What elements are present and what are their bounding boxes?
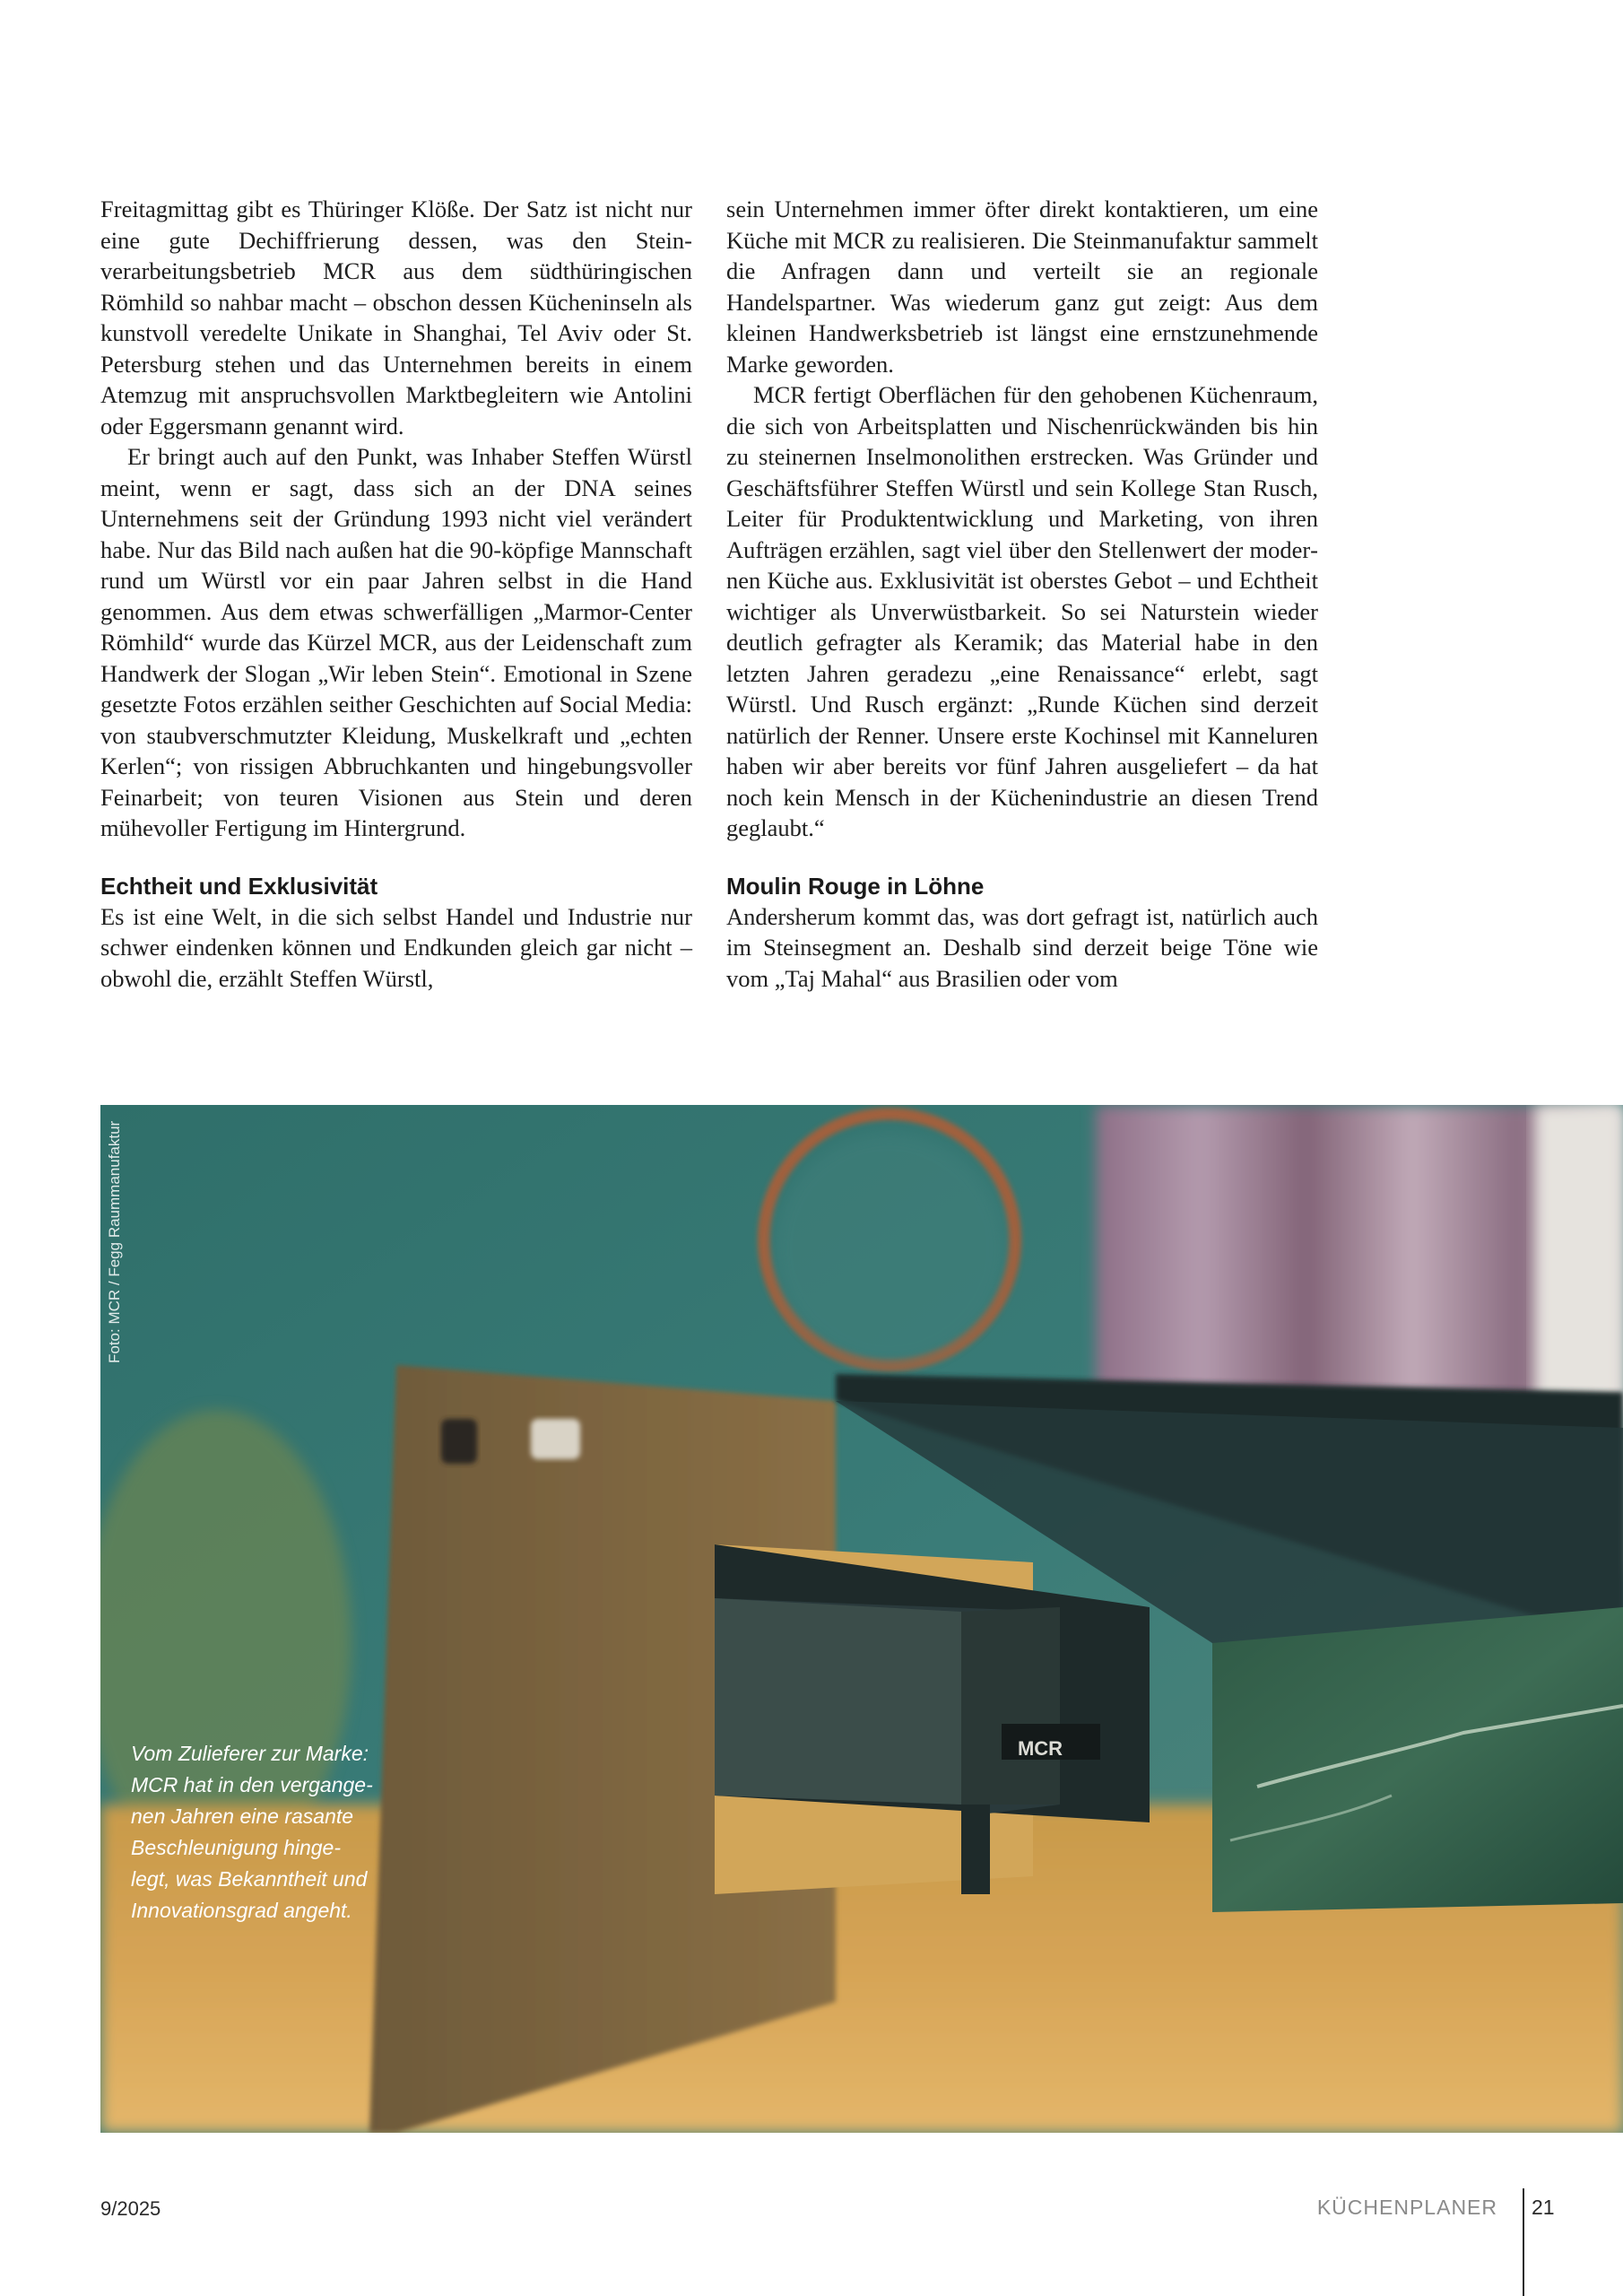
caption-line: Innovationsgrad angeht. [131,1899,352,1922]
article-paragraph: Er bringt auch auf den Punkt, was Inhaber Steffen Würstl meint, wenn er sagt, dass sich an der DNA seines Unternehmens seit der Gründung 1993 nicht viel verändert habe. Nur das Bild nach außen hat die 90-köpfige Mannschaft rund um Würstl vor ein paar Jahren selbst in die Hand genommen. Aus dem etwas schwerfälligen „Marmor-Center Römhild“ wurde das Kürzel MCR, aus der Leidenschaft zum Handwerk der Slogan „Wir leben Stein“. Emotional in Szene gesetzte Fotos erzählen seither Geschichten auf Social Media: von staubverschmutzter Kleidung, Muskelkraft und „echten Kerlen“; von rissigen Abbruchkanten und hingebungsvoller Feinarbeit; von teuren Visionen aus Stein und deren mühevoller Fertigung im Hintergrund. [100,443,692,841]
section-heading: Echtheit und Exklusivität [100,872,378,900]
section-heading: Moulin Rouge in Löhne [726,872,985,900]
article-paragraph: sein Unternehmen immer öfter direkt kontaktieren, um eine Küche mit MCR zu realisieren. Die Steinmanufaktur sammelt die Anfragen dann und verteilt sie an regionale Handelspartner. Was wiederum ganz gut zeigt: Aus dem kleinen Handwerksbetrieb ist längst eine ernstzunehmende Marke geworden. [726,196,1318,378]
page-number: 21 [1532,2196,1555,2219]
photo-caption [131,1738,400,1926]
magazine-name: KÜCHENPLANER [1316,2196,1497,2219]
article-paragraph: Es ist eine Welt, in die sich selbst Handel und Industrie nur schwer eindenken können und Endkunden gleich gar nicht – obwohl die, erzählt Steffen Würstl, [100,902,692,992]
article-paragraph: MCR fertigt Oberflächen für den gehobenen Küchenraum, die sich von Arbeitsplatten und Nischenrückwänden bis hin zu steinernen Inselmonolithen erstrecken. Was Gründer und Geschäftsführer Steffen Würstl und sein Kollege Stan Rusch, Leiter für Produktentwicklung und Marketing, von ihren Aufträgen erzählen, sagt viel über den Stellenwert der modernen Küche aus. Exklusivität ist oberstes Gebot – und Echtheit wichtiger als Unverwüstbarkeit. So sei Naturstein wieder deutlich gefragter als Keramik; das Material habe in den letzten Jahren geradezu „eine Renaissance“ erlebt, sagt Würstl. Und Rusch ergänzt: „Runde Küchen sind derzeit natürlich der Renner. Unsere erste Kochinsel mit Kanneluren haben wir aber bereits vor fünf Jahren ausgeliefert – da hat noch kein Mensch in der Küchenindustrie an diesen Trend geglaubt.“ [726,381,1318,841]
caption-line: nen Jahren eine rasante [131,1805,354,1828]
issue-number: 9/2025 [100,2197,161,2220]
caption-line: legt, was Bekanntheit und [131,1867,368,1891]
article-paragraph: Freitagmittag gibt es Thüringer Klöße. Der Satz ist nicht nur eine gute Dechiffrierung dessen, was den Steinverarbeitungsbetrieb MCR aus dem südthüringischen Römhild so nahbar macht – obschon dessen Kücheninseln als kunstvoll veredelte Unikate in Shanghai, Tel Aviv oder St. Petersburg stehen und das Unternehmen bereits in einem Atemzug mit anspruchsvollen Marktbegleitern wie Antolini oder Eggersmann genannt wird. [100,196,692,439]
article-right-column [726,194,1318,994]
caption-line: MCR hat in den vergange- [131,1773,373,1796]
kitchen-photo [100,1105,1623,2133]
article-paragraph: Andersherum kommt das, was dort gefragt ist, natürlich auch im Steinsegment an. Deshalb sind derzeit beige Töne wie vom „Taj Mahal“ aus Brasilien oder vom [726,902,1318,992]
caption-line: Vom Zulieferer zur Marke: [131,1742,369,1765]
article-left-column [100,194,692,994]
drawer-logo: MCR [1017,1737,1063,1760]
caption-line: Beschleunigung hinge- [131,1836,342,1859]
photo-credit: Foto: MCR / Fegg Raummanufaktur [106,1120,123,1363]
footer-divider [1523,2188,1524,2296]
